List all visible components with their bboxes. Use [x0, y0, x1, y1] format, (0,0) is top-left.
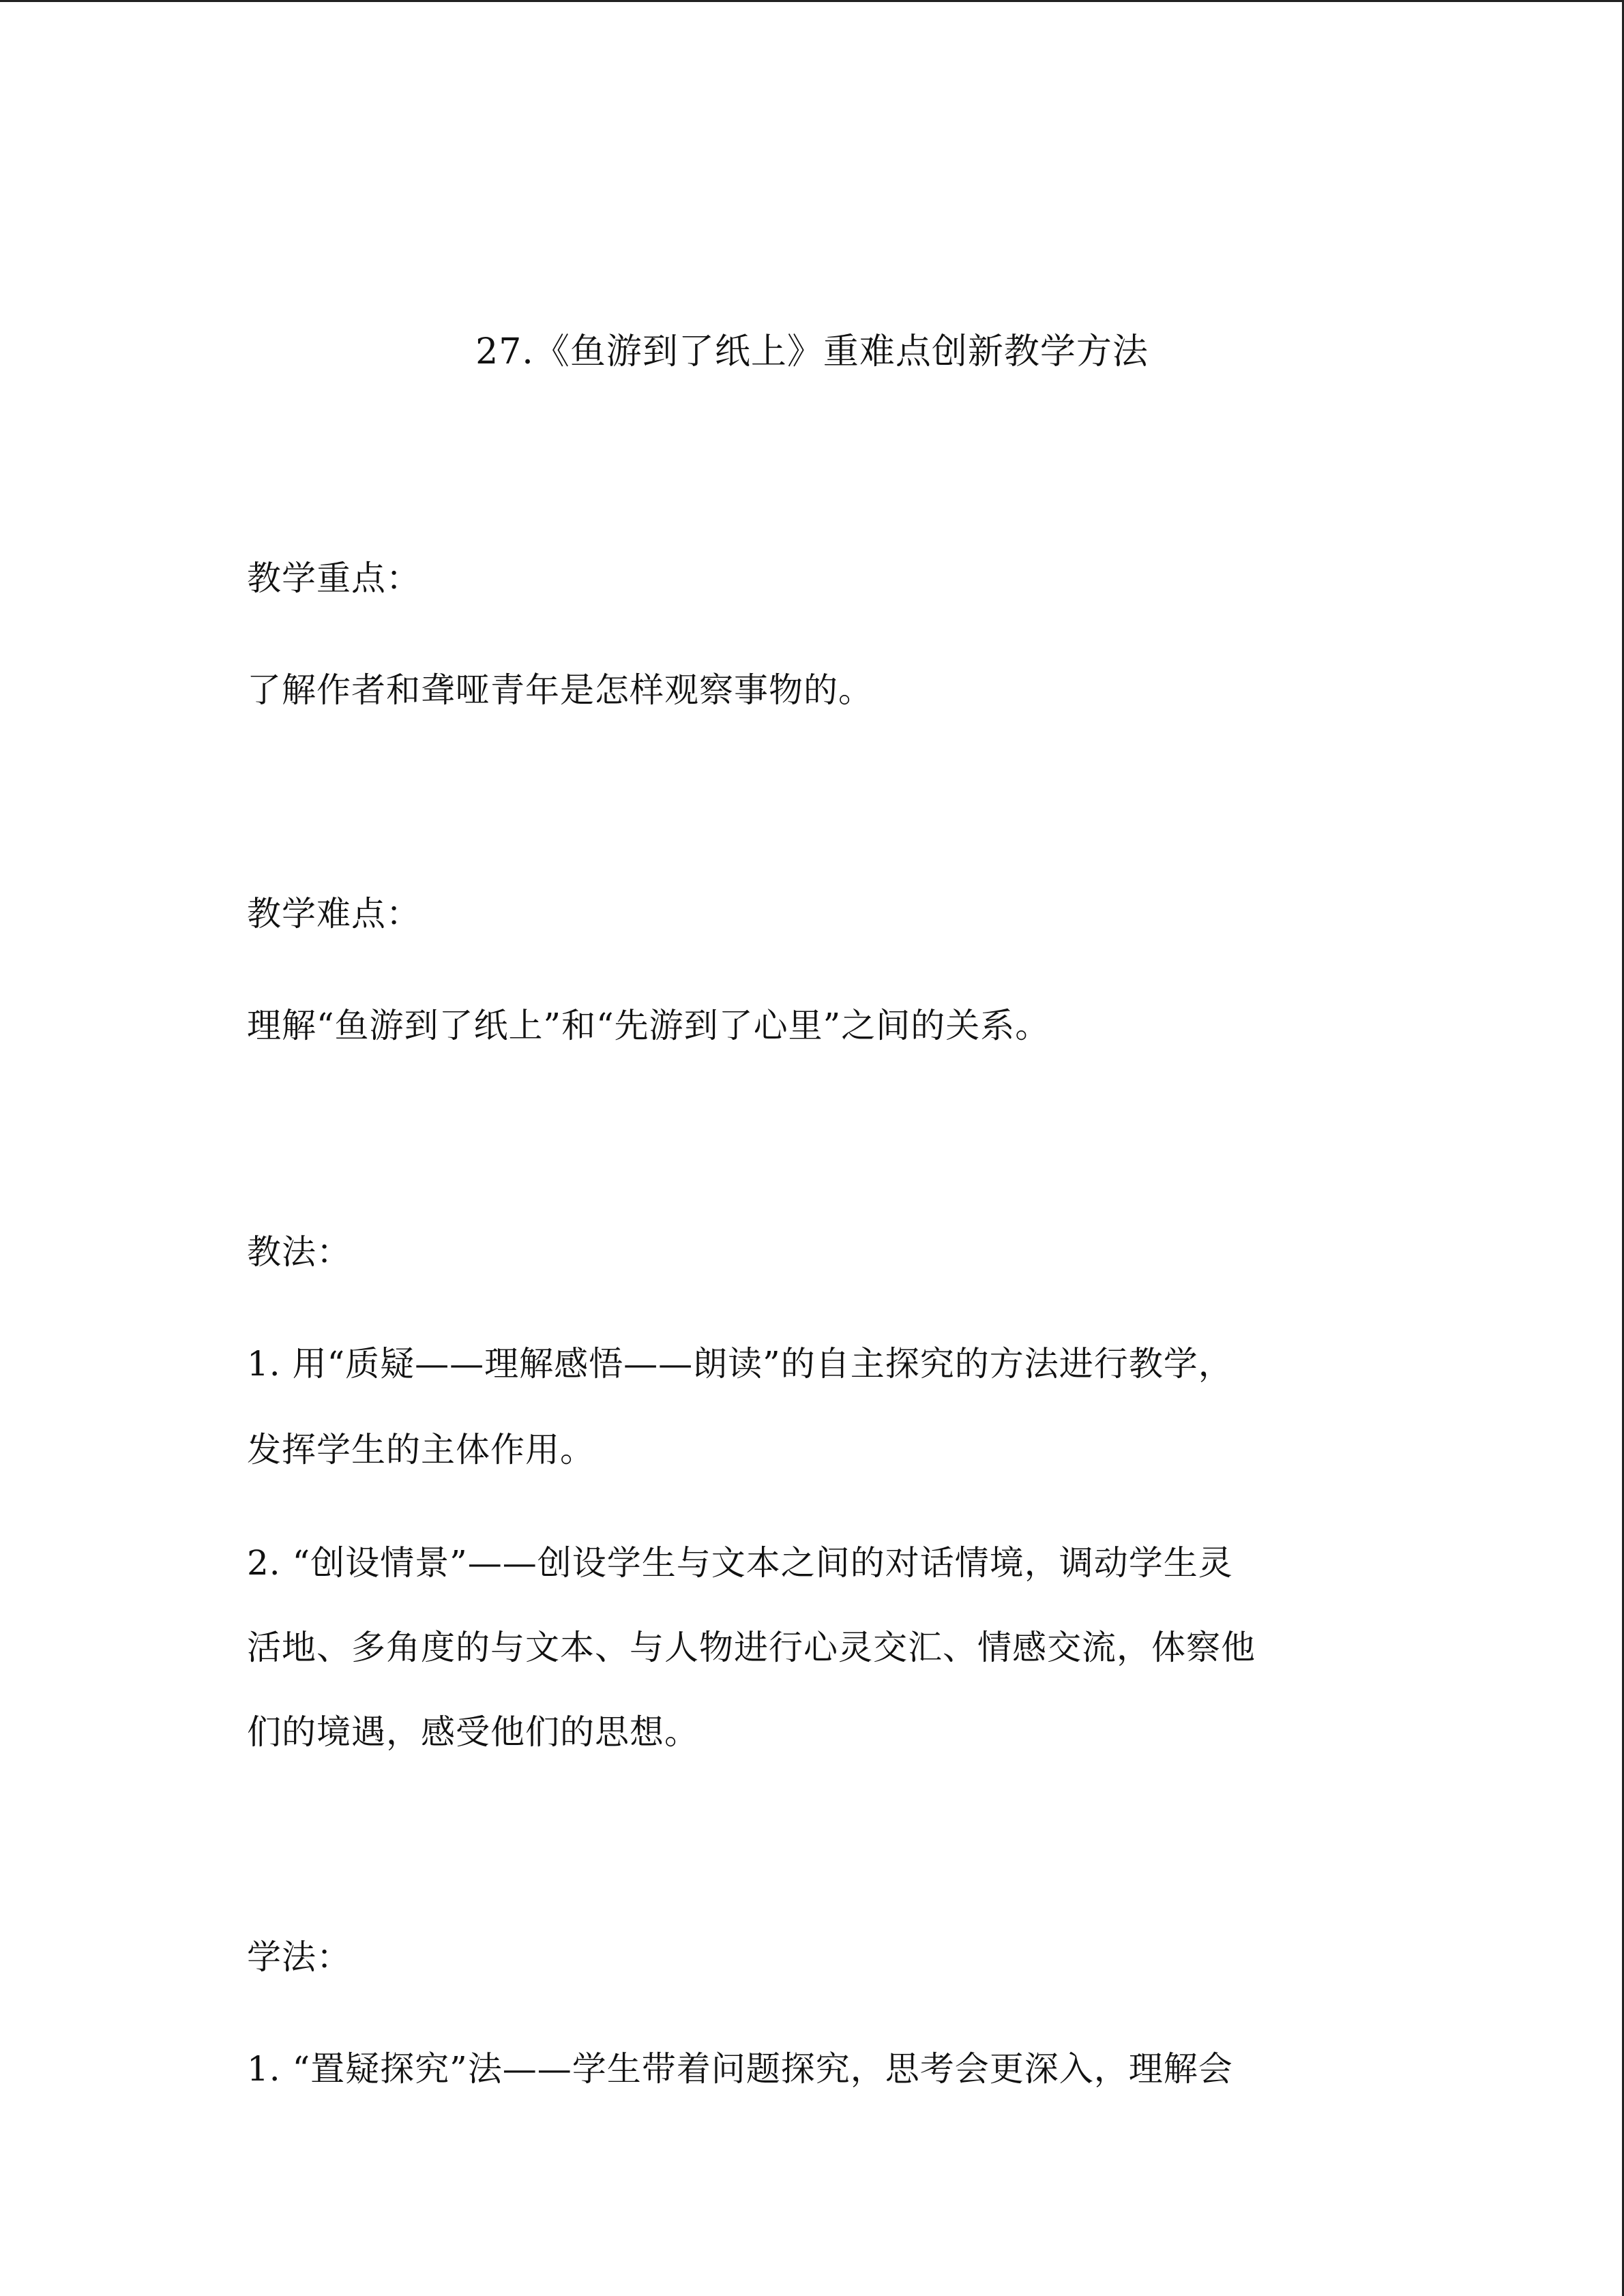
focus-heading: 教学重点： — [247, 558, 421, 598]
document-title: 27.《鱼游到了纸上》重难点创新教学方法 — [475, 331, 1149, 372]
teaching-method-line: 活地、多角度的与文本、与人物进行心灵交汇、情感交流，体察他 — [247, 1628, 1256, 1667]
focus-text-line: 了解作者和聋哑青年是怎样观察事物的。 — [247, 670, 873, 710]
teaching-method-heading: 教法： — [247, 1232, 351, 1272]
difficulty-heading: 教学难点： — [247, 894, 421, 934]
teaching-method-line: 1. 用“质疑——理解感悟——朗读”的自主探究的方法进行教学， — [247, 1344, 1233, 1384]
difficulty-text-line: 理解“鱼游到了纸上”和“先游到了心里”之间的关系。 — [247, 1006, 1050, 1045]
teaching-method-line: 2. “创设情景”——创设学生与文本之间的对话情境，调动学生灵 — [247, 1543, 1233, 1583]
learning-method-heading: 学法： — [247, 1937, 351, 1977]
page-border-top — [0, 0, 1624, 2]
learning-method-line: 1. “置疑探究”法——学生带着问题探究，思考会更深入，理解会 — [247, 2049, 1233, 2089]
teaching-method-line: 发挥学生的主体作用。 — [247, 1430, 595, 1470]
teaching-method-line: 们的境遇，感受他们的思想。 — [247, 1712, 699, 1752]
